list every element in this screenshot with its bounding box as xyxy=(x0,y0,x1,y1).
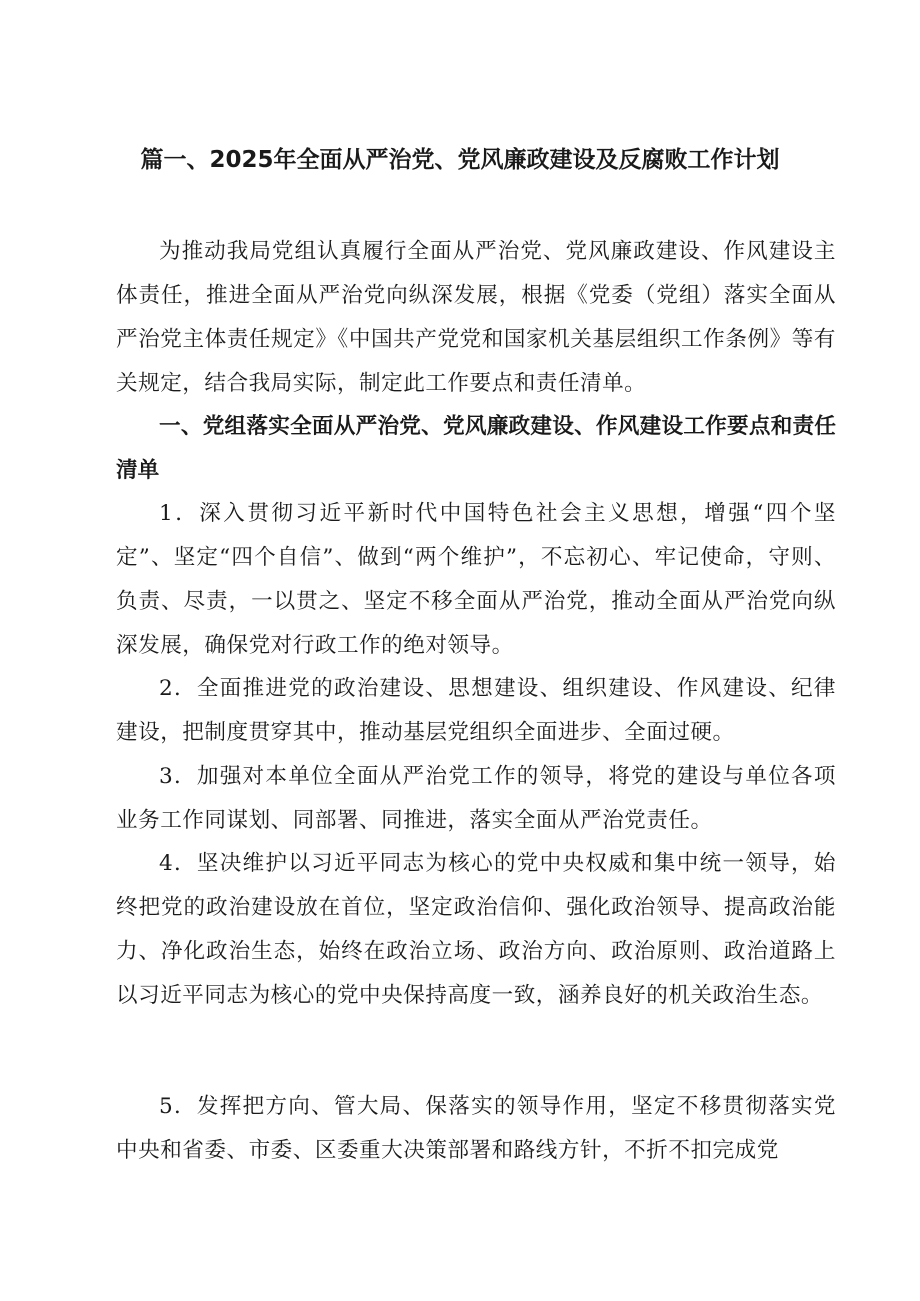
list-item-3: 3．加强对本单位全面从严治党工作的领导，将党的建设与单位各项业务工作同谋划、同部署、同推进，落实全面从严治党责任。 xyxy=(116,764,836,833)
document-title: 篇一、2025年全面从严治党、党风廉政建设及反腐败工作计划 xyxy=(140,147,780,173)
list-item-2: 2．全面推进党的政治建设、思想建设、组织建设、作风建设、纪律建设，把制度贯穿其中，推动基层党组织全面进步、全面过硬。 xyxy=(116,676,836,745)
section-heading: 一、党组落实全面从严治党、党风廉政建设、作风建设工作要点和责任清单 xyxy=(116,414,836,483)
list-item-5: 5．发挥把方向、管大局、保落实的领导作用，坚定不移贯彻落实党中央和省委、市委、区委重大决策部署和路线方针，不折不扣完成党 xyxy=(116,1094,836,1163)
list-item-4: 4．坚决维护以习近平同志为核心的党中央权威和集中统一领导，始终把党的政治建设放在首位，坚定政治信仰、强化政治领导、提高政治能力、净化政治生态，始终在政治立场、政治方向、政治原则、政治道路上以习近平同志为核心的党中央保持高度一致，涵养良好的机关政治生态。 xyxy=(116,851,836,1008)
intro-paragraph: 为推动我局党组认真履行全面从严治党、党风廉政建设、作风建设主体责任，推进全面从严治党向纵深发展，根据《党委（党组）落实全面从严治党主体责任规定》《中国共产党党和国家机关基层组织工作条例》等有关规定，结合我局实际，制定此工作要点和责任清单。 xyxy=(116,239,836,396)
list-item-1: 1．深入贯彻习近平新时代中国特色社会主义思想，增强“四个坚定”、坚定“四个自信”、做到“两个维护”，不忘初心、牢记使命，守则、负责、尽责，一以贯之、坚定不移全面从严治党，推动全面从严治党向纵深发展，确保党对行政工作的绝对领导。 xyxy=(116,501,836,658)
